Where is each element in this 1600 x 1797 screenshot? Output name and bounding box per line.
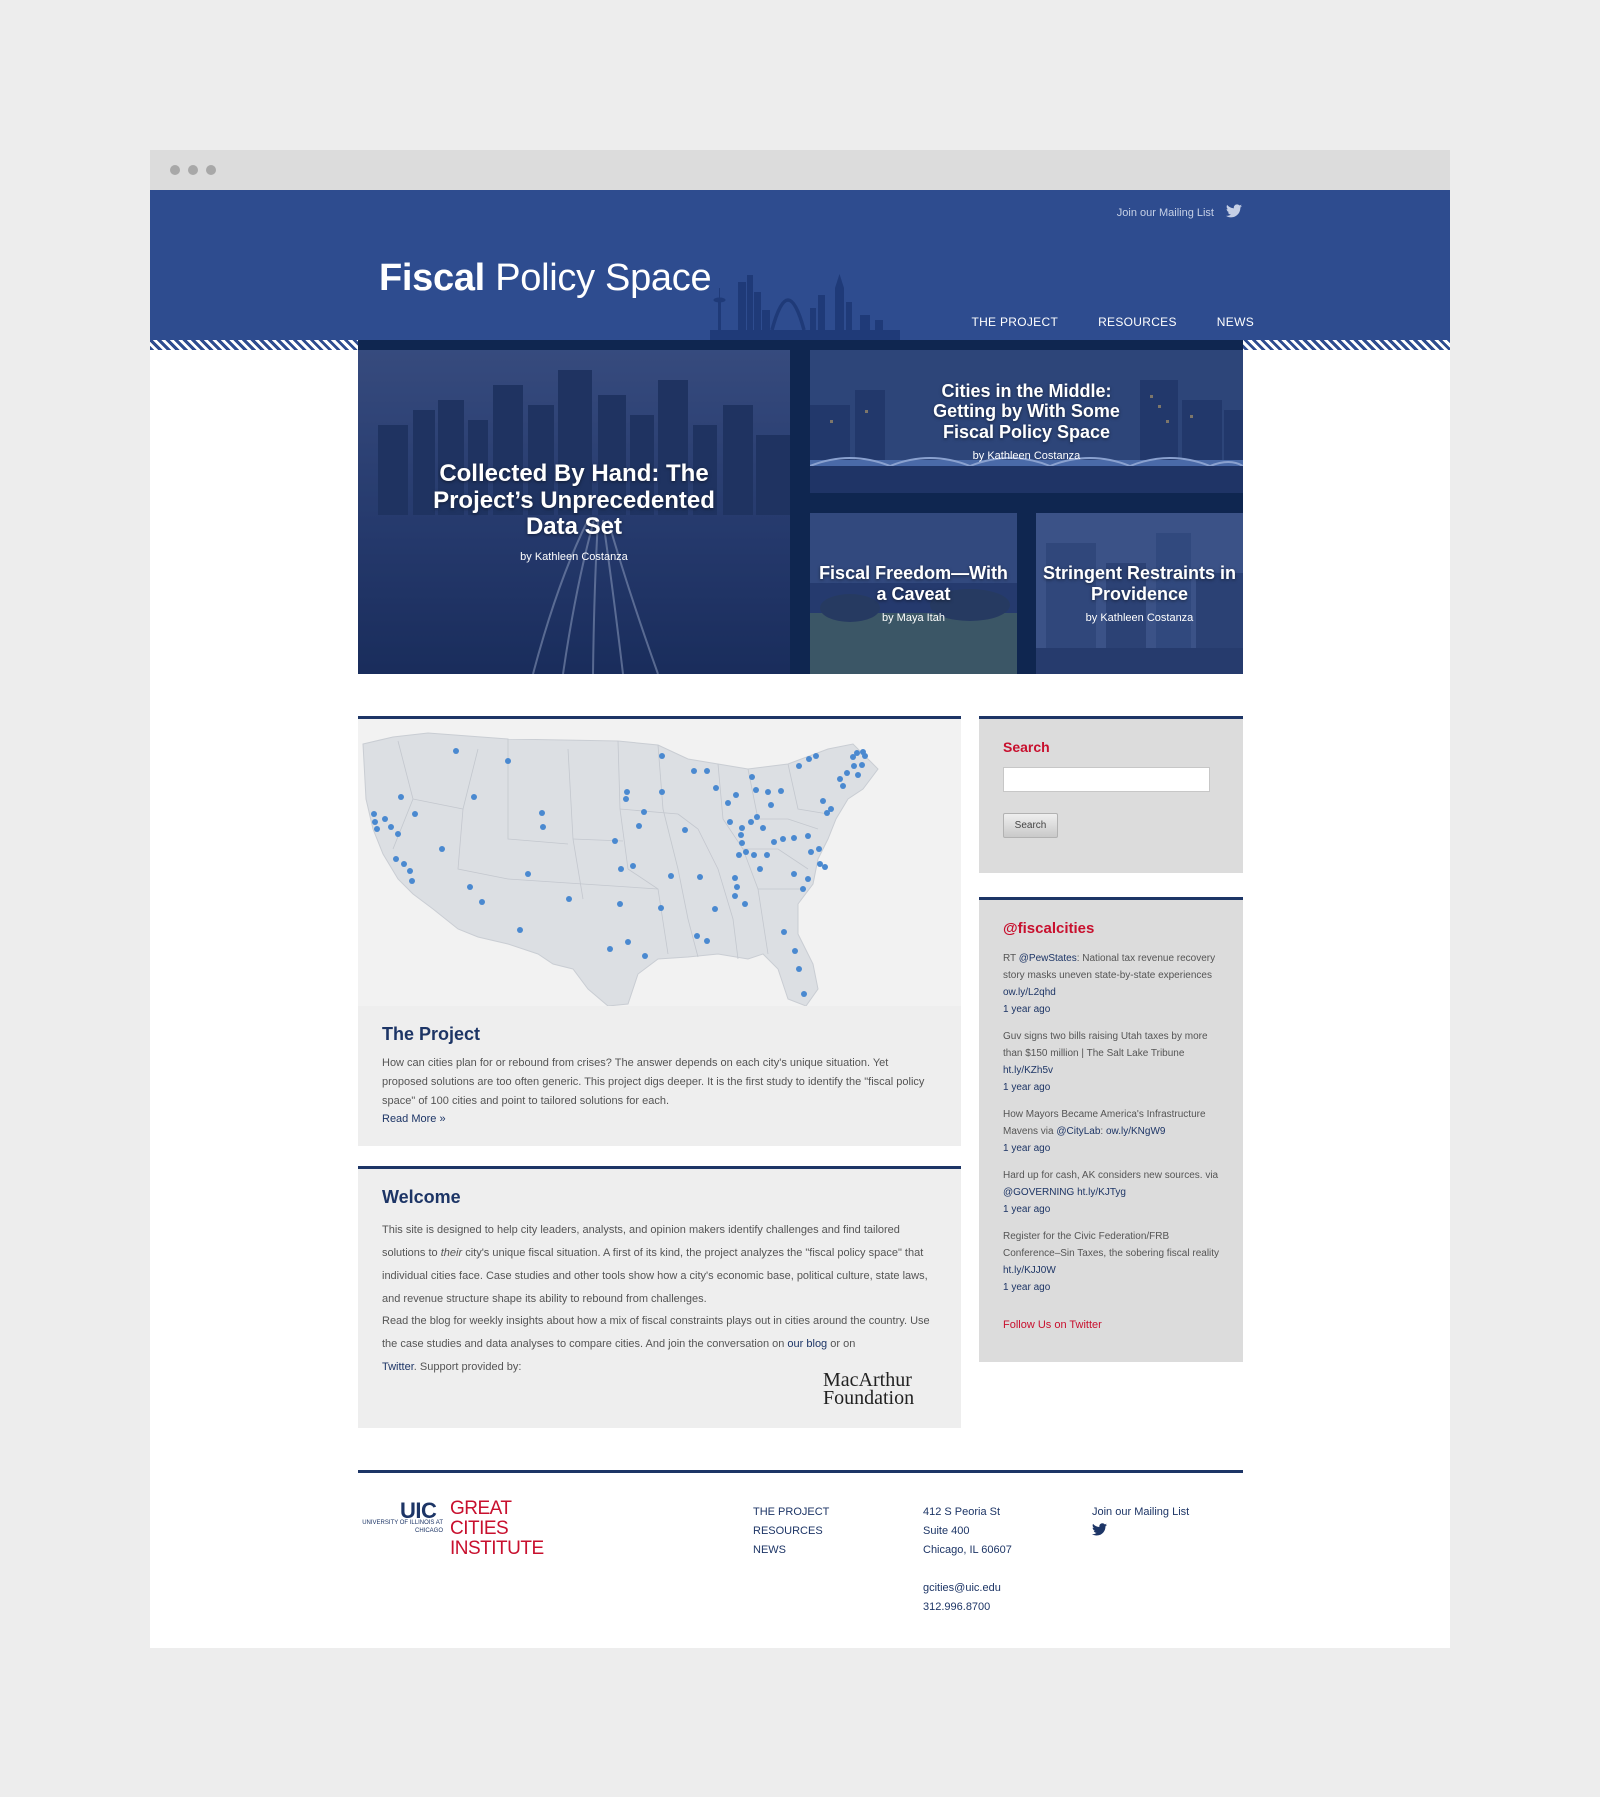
footer-nav xyxy=(753,1503,829,1560)
city-marker-dot[interactable] xyxy=(697,874,703,880)
address-line-3: Chicago, IL 60607 xyxy=(923,1544,1012,1556)
contact-phone: 312.996.8700 xyxy=(923,1601,991,1613)
window-title-bar xyxy=(150,150,1450,190)
welcome-p1-text-b: city's unique fiscal situation. A first of its kind, the project analyzes the "fiscal policy space" that individual cities face. Case studies and other tools show how a city's economic base, political culture, state laws, and revenue structure shape its ability to rebound from challenges. xyxy=(382,1247,928,1305)
city-marker-dot[interactable] xyxy=(612,838,618,844)
city-marker-dot[interactable] xyxy=(409,878,415,884)
city-marker-dot[interactable] xyxy=(796,763,802,769)
spacer xyxy=(923,1560,1012,1579)
city-marker-dot[interactable] xyxy=(566,896,572,902)
city-marker-dot[interactable] xyxy=(642,953,648,959)
project-card xyxy=(358,716,961,1146)
search-input[interactable] xyxy=(1003,767,1210,792)
featured-story-main-byline: by Kathleen Costanza xyxy=(520,551,628,564)
macarthur-line-2: Foundation xyxy=(823,1387,915,1409)
city-marker-dot[interactable] xyxy=(471,794,477,800)
city-marker-dot[interactable] xyxy=(393,856,399,862)
welcome-paragraph-1 xyxy=(382,1219,942,1311)
featured-stories xyxy=(358,340,1243,674)
city-marker-dot[interactable] xyxy=(739,825,745,831)
city-marker-dot[interactable] xyxy=(791,835,797,841)
contact-email-link[interactable]: gcities@uic.edu xyxy=(923,1582,1001,1594)
city-marker-dot[interactable] xyxy=(439,846,445,852)
city-marker-dot[interactable] xyxy=(617,901,623,907)
tweet-item xyxy=(1003,1028,1221,1096)
uic-subtitle: UNIVERSITY OF ILLINOIS AT CHICAGO xyxy=(362,1520,443,1534)
city-marker-dot[interactable] xyxy=(742,901,748,907)
great-cities-institute-wordmark: GREAT CITIES INSTITUTE xyxy=(450,1498,544,1559)
city-marker-dot[interactable] xyxy=(412,811,418,817)
city-marker-dot[interactable] xyxy=(395,831,401,837)
city-marker-dot[interactable] xyxy=(540,824,546,830)
city-marker-dot[interactable] xyxy=(743,849,749,855)
search-widget xyxy=(979,716,1243,873)
city-marker-dot[interactable] xyxy=(704,938,710,944)
city-marker-dot[interactable] xyxy=(765,789,771,795)
tweet-url-link[interactable]: ow.ly/L2qhd xyxy=(1003,987,1056,998)
city-marker-dot[interactable] xyxy=(607,946,613,952)
city-marker-dot[interactable] xyxy=(749,774,755,780)
city-marker-dot[interactable] xyxy=(805,876,811,882)
city-marker-dot[interactable] xyxy=(388,824,394,830)
city-marker-dot[interactable] xyxy=(712,906,718,912)
tweet-url-link[interactable]: ow.ly/KNgW9 xyxy=(1105,1126,1166,1137)
city-marker-dot[interactable] xyxy=(659,789,665,795)
tweet-text: Guv signs two bills raising Utah taxes by more than $150 million | The Salt Lake Tribune xyxy=(1003,1031,1208,1059)
city-marker-dot[interactable] xyxy=(630,863,636,869)
featured-story-bottom-right-title[interactable]: Stringent Restraints in Providence xyxy=(1042,563,1237,604)
city-marker-dot[interactable] xyxy=(659,753,665,759)
city-marker-dot[interactable] xyxy=(738,832,744,838)
tweet-mention-link[interactable]: @CityLab xyxy=(1056,1126,1101,1137)
city-marker-dot[interactable] xyxy=(372,819,378,825)
logo-word-fiscal: Fiscal xyxy=(379,257,485,299)
city-marker-dot[interactable] xyxy=(641,809,647,815)
city-marker-dot[interactable] xyxy=(732,893,738,899)
nav-item-resources[interactable]: RESOURCES xyxy=(1098,315,1177,329)
city-marker-dot[interactable] xyxy=(808,849,814,855)
city-marker-dot[interactable] xyxy=(517,927,523,933)
window-dot-icon[interactable] xyxy=(170,165,180,175)
footer-nav-resources[interactable]: RESOURCES xyxy=(753,1525,823,1537)
city-marker-dot[interactable] xyxy=(618,866,624,872)
search-heading: Search xyxy=(1003,739,1050,755)
city-marker-dot[interactable] xyxy=(733,792,739,798)
tweet-item xyxy=(1003,1106,1221,1157)
tweet-timestamp-link[interactable]: 1 year ago xyxy=(1003,1282,1051,1293)
city-marker-dot[interactable] xyxy=(840,783,846,789)
welcome-p2-text-c: . Support provided by: xyxy=(413,1361,522,1373)
city-marker-dot[interactable] xyxy=(796,966,802,972)
city-marker-dot[interactable] xyxy=(791,871,797,877)
city-marker-dot[interactable] xyxy=(407,868,413,874)
project-description: How can cities plan for or rebound from crises? The answer depends on each city's unique situation. Yet proposed solutions are too often generic. This project digs deeper. It is the first study to identify the "fiscal policy space" of 100 cities and point to tailored solutions for each. xyxy=(382,1057,925,1107)
browser-window xyxy=(150,150,1450,1648)
city-marker-dot[interactable] xyxy=(539,810,545,816)
city-marker-dot[interactable] xyxy=(382,816,388,822)
city-marker-dot[interactable] xyxy=(732,875,738,881)
tweet-item xyxy=(1003,950,1221,1018)
tweet-url-link[interactable]: ht.ly/KJJ0W xyxy=(1003,1265,1056,1276)
window-dot-icon[interactable] xyxy=(206,165,216,175)
city-marker-dot[interactable] xyxy=(851,763,857,769)
city-marker-dot[interactable] xyxy=(713,785,719,791)
city-marker-dot[interactable] xyxy=(781,929,787,935)
macarthur-line-1: MacArthur xyxy=(823,1369,912,1391)
city-marker-dot[interactable] xyxy=(771,839,777,845)
city-marker-dot[interactable] xyxy=(739,840,745,846)
city-marker-dot[interactable] xyxy=(623,796,629,802)
site-header xyxy=(150,190,1450,340)
nav-item-the-project[interactable]: THE PROJECT xyxy=(971,315,1059,329)
welcome-p2-text-a: Read the blog for weekly insights about how a mix of fiscal constraints plays out in cities around the country. Use the case studies and data analyses to compare cities. And join the conversation on xyxy=(382,1315,930,1350)
city-marker-dot[interactable] xyxy=(757,866,763,872)
featured-story-top-right[interactable] xyxy=(810,350,1243,493)
city-marker-dot[interactable] xyxy=(822,864,828,870)
tweet-timestamp-link[interactable]: 1 year ago xyxy=(1003,1143,1051,1154)
city-marker-dot[interactable] xyxy=(725,800,731,806)
city-marker-dot[interactable] xyxy=(753,787,759,793)
footer-mailing-list-link[interactable]: Join our Mailing List xyxy=(1092,1506,1190,1518)
city-marker-dot[interactable] xyxy=(806,756,812,762)
our-blog-link[interactable]: our blog xyxy=(787,1338,828,1350)
welcome-p2-text-b: or on xyxy=(830,1338,856,1350)
city-marker-dot[interactable] xyxy=(636,823,642,829)
mailing-list-link[interactable]: Join our Mailing List xyxy=(1116,207,1214,219)
city-marker-dot[interactable] xyxy=(734,884,740,890)
welcome-card xyxy=(358,1166,961,1428)
city-marker-dot[interactable] xyxy=(768,802,774,808)
tweet-list xyxy=(1003,950,1221,1306)
city-marker-dot[interactable] xyxy=(398,794,404,800)
city-marker-dot[interactable] xyxy=(727,819,733,825)
welcome-p1-emphasis: their xyxy=(440,1247,463,1259)
city-marker-dot[interactable] xyxy=(760,825,766,831)
city-marker-dot[interactable] xyxy=(816,846,822,852)
city-marker-dot[interactable] xyxy=(401,861,407,867)
city-marker-dot[interactable] xyxy=(778,788,784,794)
tweet-timestamp-link[interactable]: 1 year ago xyxy=(1003,1082,1051,1093)
tweet-text: RT xyxy=(1003,953,1019,964)
city-marker-dot[interactable] xyxy=(780,836,786,842)
city-marker-dot[interactable] xyxy=(704,768,710,774)
city-marker-dot[interactable] xyxy=(505,758,511,764)
city-marker-dot[interactable] xyxy=(682,827,688,833)
featured-story-top-right-byline: by Kathleen Costanza xyxy=(972,449,1081,462)
footer-nav-news[interactable]: NEWS xyxy=(753,1544,786,1556)
city-marker-dot[interactable] xyxy=(467,884,473,890)
uic-wordmark: UIC xyxy=(400,1498,437,1523)
tweet-text: : xyxy=(1100,1126,1106,1137)
tweet-url-link[interactable]: ht.ly/KJTyg xyxy=(1077,1187,1126,1198)
city-skyline-illustration xyxy=(710,270,900,340)
city-marker-dot[interactable] xyxy=(820,798,826,804)
tweet-url-link[interactable]: ht.ly/KZh5v xyxy=(1003,1065,1054,1076)
follow-us-on-twitter-link[interactable]: Follow Us on Twitter xyxy=(1003,1319,1102,1331)
tweet-mention-link[interactable]: @GOVERNING xyxy=(1003,1187,1075,1198)
search-button[interactable]: Search xyxy=(1003,813,1058,838)
tweet-item xyxy=(1003,1228,1221,1296)
city-marker-dot[interactable] xyxy=(859,762,865,768)
city-marker-dot[interactable] xyxy=(371,811,377,817)
twitter-feed-widget xyxy=(979,897,1243,1362)
uic-great-cities-institute-logo[interactable] xyxy=(358,1498,558,1559)
tweet-item xyxy=(1003,1167,1221,1218)
tweet-text: Register for the Civic Federation/FRB Conference–Sin Taxes, the sobering fiscal reality xyxy=(1003,1231,1220,1259)
city-marker-dot[interactable] xyxy=(800,886,806,892)
welcome-twitter-link[interactable]: Twitter xyxy=(382,1361,414,1373)
welcome-heading: Welcome xyxy=(382,1187,461,1207)
city-marker-dot[interactable] xyxy=(805,833,811,839)
city-marker-dot[interactable] xyxy=(691,768,697,774)
city-marker-dot[interactable] xyxy=(792,948,798,954)
city-marker-dot[interactable] xyxy=(736,852,742,858)
city-marker-dot[interactable] xyxy=(374,826,380,832)
featured-story-bottom-right-byline: by Kathleen Costanza xyxy=(1085,611,1194,624)
city-marker-dot[interactable] xyxy=(658,905,664,911)
city-marker-dot[interactable] xyxy=(764,852,770,858)
tweet-text: Hard up for cash, AK considers new sources. via xyxy=(1003,1170,1219,1181)
city-marker-dot[interactable] xyxy=(813,753,819,759)
twitter-bird-icon[interactable] xyxy=(1092,1523,1107,1536)
featured-story-main[interactable] xyxy=(358,350,790,674)
city-marker-dot[interactable] xyxy=(828,806,834,812)
tweet-text: : National tax revenue recovery story masks uneven state-by-state experiences xyxy=(1003,953,1216,981)
footer-nav-the-project[interactable]: THE PROJECT xyxy=(753,1506,830,1518)
city-marker-dot[interactable] xyxy=(625,939,631,945)
tweet-mention-link[interactable]: @PewStates xyxy=(1018,953,1077,964)
nav-item-news[interactable]: NEWS xyxy=(1216,315,1254,329)
us-cities-map[interactable] xyxy=(358,719,961,1006)
city-marker-dot[interactable] xyxy=(855,772,861,778)
window-dot-icon[interactable] xyxy=(188,165,198,175)
city-marker-dot[interactable] xyxy=(748,819,754,825)
twitter-handle[interactable]: @fiscalcities xyxy=(1003,920,1095,937)
tweet-text: How Mayors Became America's Infrastructure Mavens via xyxy=(1003,1109,1206,1137)
featured-story-main-title[interactable]: Collected By Hand: The Project’s Unprecedented Data Set xyxy=(433,459,715,541)
featured-story-bottom-left[interactable] xyxy=(810,513,1017,674)
footer-contact xyxy=(923,1503,1012,1617)
city-marker-dot[interactable] xyxy=(751,852,757,858)
welcome-p1-text-a: This site is designed to help city leaders, analysts, and opinion makers identify challenges and find tailored solutions to xyxy=(382,1224,900,1259)
city-marker-dot[interactable] xyxy=(453,748,459,754)
logo-word-policy-space: Policy Space xyxy=(495,257,712,299)
featured-story-bottom-right[interactable] xyxy=(1036,513,1243,674)
read-more-link[interactable]: Read More » xyxy=(382,1113,446,1125)
city-marker-dot[interactable] xyxy=(837,776,843,782)
city-marker-dot[interactable] xyxy=(844,770,850,776)
featured-story-top-right-title[interactable]: Cities in the Middle: Getting by With Some Fiscal Policy Space xyxy=(933,381,1120,442)
featured-story-bottom-left-byline: by Maya Itah xyxy=(882,611,945,624)
address-line-2: Suite 400 xyxy=(923,1525,970,1537)
featured-story-bottom-left-title[interactable]: Fiscal Freedom—With a Caveat xyxy=(819,563,1008,604)
footer-divider xyxy=(358,1470,1243,1473)
tweet-timestamp-link[interactable]: 1 year ago xyxy=(1003,1004,1051,1015)
city-marker-dot[interactable] xyxy=(668,873,674,879)
project-heading: The Project xyxy=(382,1024,481,1044)
city-marker-dot[interactable] xyxy=(525,871,531,877)
twitter-bird-icon[interactable] xyxy=(1226,204,1242,218)
city-marker-dot[interactable] xyxy=(624,789,630,795)
city-marker-dot[interactable] xyxy=(694,933,700,939)
site-logo[interactable] xyxy=(379,257,711,300)
city-marker-dot[interactable] xyxy=(854,750,860,756)
city-marker-dot[interactable] xyxy=(817,861,823,867)
address-line-1: 412 S Peoria St xyxy=(923,1506,1001,1518)
city-marker-dot[interactable] xyxy=(862,753,868,759)
city-marker-dot[interactable] xyxy=(754,814,760,820)
tweet-timestamp-link[interactable]: 1 year ago xyxy=(1003,1204,1051,1215)
macarthur-foundation-logo[interactable] xyxy=(823,1371,933,1407)
city-marker-dot[interactable] xyxy=(801,991,807,997)
main-nav xyxy=(971,315,1254,329)
city-marker-dot[interactable] xyxy=(479,899,485,905)
